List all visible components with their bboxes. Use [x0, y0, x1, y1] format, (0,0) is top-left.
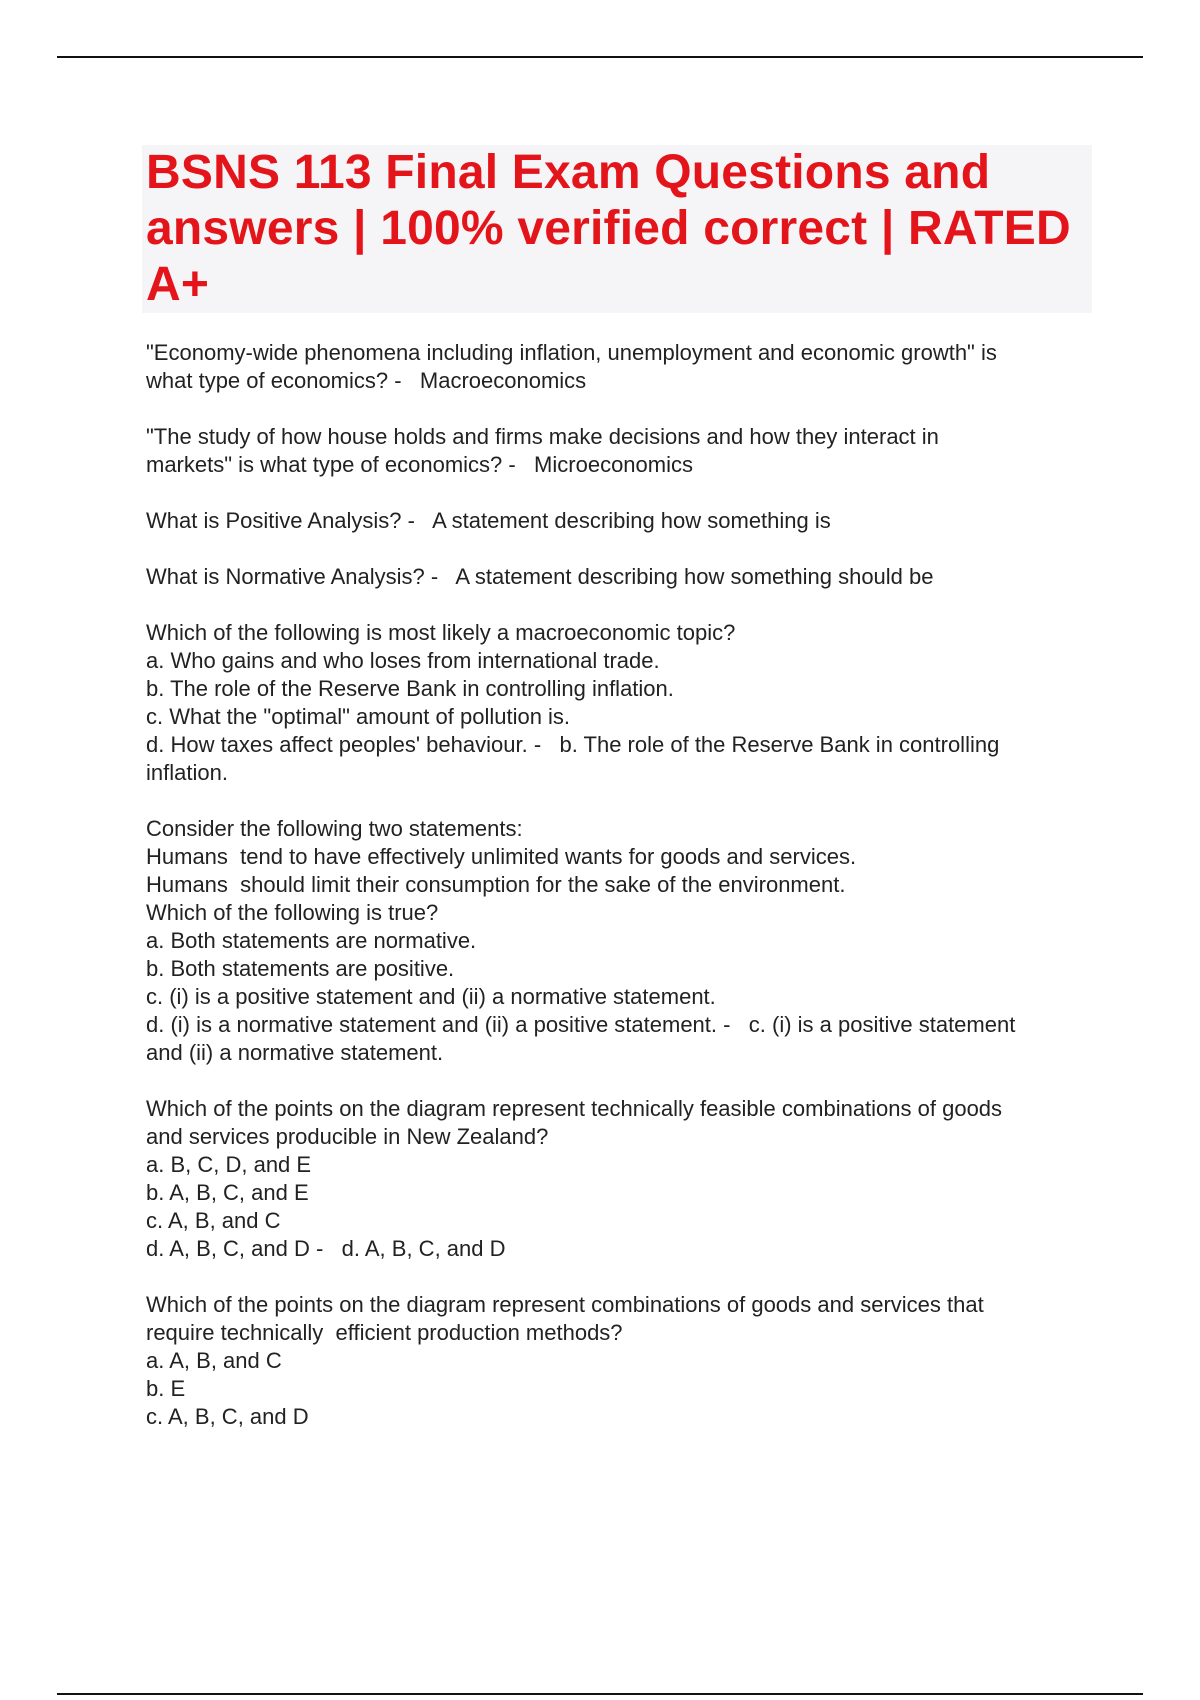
qa-line: d. How taxes affect peoples' behaviour. - b. The role of the Reserve Bank in controlling	[146, 732, 1000, 757]
qa-line: c. What the "optimal" amount of pollution is.	[146, 704, 571, 729]
qa-item	[146, 339, 1096, 395]
footer-rule	[57, 1693, 1143, 1695]
qa-line: c. A, B, C, and D	[146, 1404, 309, 1429]
qa-line: "Economy-wide phenomena including inflation, unemployment and economic growth" is	[146, 340, 997, 365]
qa-line: Humans should limit their consumption for the sake of the environment.	[146, 872, 846, 897]
qa-item	[146, 507, 1096, 535]
qa-line: d. (i) is a normative statement and (ii) a positive statement. - c. (i) is a positive statement	[146, 1012, 1016, 1037]
qa-item	[146, 563, 1096, 591]
qa-line: require technically efficient production methods?	[146, 1320, 623, 1345]
qa-item	[146, 1291, 1096, 1431]
header-rule	[57, 56, 1143, 58]
qa-line: a. Both statements are normative.	[146, 928, 477, 953]
qa-line: Which of the following is true?	[146, 900, 439, 925]
qa-line: a. Who gains and who loses from international trade.	[146, 648, 660, 673]
qa-line: b. A, B, C, and E	[146, 1180, 309, 1205]
qa-line: Which of the points on the diagram represent technically feasible combinations of goods	[146, 1096, 1003, 1121]
qa-line: Consider the following two statements:	[146, 816, 523, 841]
qa-line: c. (i) is a positive statement and (ii) a normative statement.	[146, 984, 716, 1009]
document-body	[146, 339, 1096, 1459]
qa-line: What is Positive Analysis? - A statement describing how something is	[146, 508, 831, 533]
qa-line: markets" is what type of economics? - Microeconomics	[146, 452, 693, 477]
qa-line: d. A, B, C, and D - d. A, B, C, and D	[146, 1236, 506, 1261]
qa-line: What is Normative Analysis? - A statement describing how something should be	[146, 564, 934, 589]
qa-line: inflation.	[146, 760, 228, 785]
qa-line: a. A, B, and C	[146, 1348, 282, 1373]
qa-line: Humans tend to have effectively unlimited wants for goods and services.	[146, 844, 857, 869]
page-title: BSNS 113 Final Exam Questions and answers | 100% verified correct | RATED A+	[146, 146, 1071, 311]
title-block	[142, 145, 1092, 313]
qa-line: b. The role of the Reserve Bank in controlling inflation.	[146, 676, 674, 701]
qa-line: Which of the following is most likely a macroeconomic topic?	[146, 620, 736, 645]
qa-line: a. B, C, D, and E	[146, 1152, 312, 1177]
qa-item	[146, 1095, 1096, 1263]
qa-line: "The study of how house holds and firms make decisions and how they interact in	[146, 424, 939, 449]
qa-item	[146, 815, 1096, 1067]
qa-item	[146, 423, 1096, 479]
qa-line: and services producible in New Zealand?	[146, 1124, 549, 1149]
qa-line: what type of economics? - Macroeconomics	[146, 368, 587, 393]
qa-line: c. A, B, and C	[146, 1208, 281, 1233]
qa-line: b. Both statements are positive.	[146, 956, 455, 981]
qa-line: and (ii) a normative statement.	[146, 1040, 444, 1065]
qa-line: Which of the points on the diagram represent combinations of goods and services that	[146, 1292, 984, 1317]
qa-item	[146, 619, 1096, 787]
qa-line: b. E	[146, 1376, 186, 1401]
